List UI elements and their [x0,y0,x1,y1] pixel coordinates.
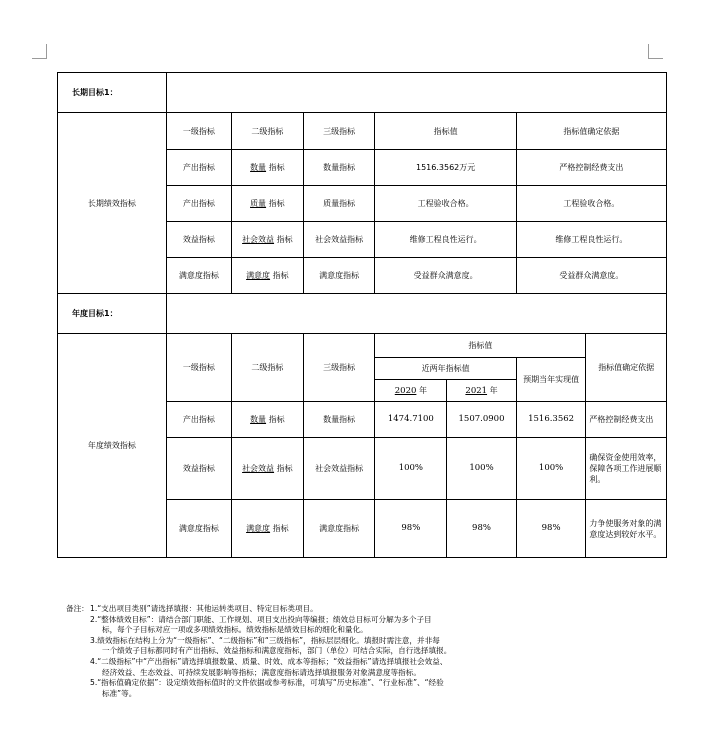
annual-header-past: 近两年指标值 [375,358,516,380]
note-line: 经济效益、生态效益、可持续发展影响等指标；满意度指标请选择填报服务对象满意度等指标。 [102,667,421,677]
row-value-2021: 98% [447,500,517,558]
row-l1: 产出指标 [166,186,231,222]
annual-section-label: 年度绩效指标 [58,334,167,558]
row-l2: 满意度 指标 [231,258,303,294]
row-value: 工程验收合格。 [375,186,516,222]
annual-header-l2: 二级指标 [231,334,303,402]
row-basis: 确保资金使用效率，保障各项工作进展顺利。 [586,438,667,500]
row-l3: 满意度指标 [303,500,375,558]
row-value: 维修工程良性运行。 [375,222,516,258]
notes-label: 备注： [66,604,89,613]
row-value-expected: 1516.3562 [516,402,586,438]
row-value-expected: 100% [516,438,586,500]
notes-section [66,604,666,699]
row-basis: 受益群众满意度。 [516,258,666,294]
row-l1: 满意度指标 [166,500,231,558]
row-l1: 产出指标 [166,150,231,186]
annual-header-basis: 指标值确定依据 [586,334,667,402]
annual-header-expected: 预期当年实现值 [516,358,586,402]
row-l3: 社会效益指标 [303,222,375,258]
row-l3: 社会效益指标 [303,438,375,500]
row-l2: 社会效益 指标 [231,438,303,500]
annual-header-year-2021: 2021 年 [447,380,517,402]
row-value-2020: 98% [375,500,447,558]
longterm-header-l1: 一级指标 [166,113,231,150]
row-value-2021: 100% [447,438,517,500]
note-line: 5.“指标值确定依据”：设定绩效指标值时的文件依据或参考标准，可填写“历史标准”、“行业标准”、“经验 [90,678,444,688]
row-value-expected: 98% [516,500,586,558]
row-basis: 维修工程良性运行。 [516,222,666,258]
row-value-2020: 100% [375,438,447,500]
longterm-header-basis: 指标值确定依据 [516,113,666,150]
row-l2: 数量 指标 [231,150,303,186]
row-basis: 严格控制经费支出 [516,150,666,186]
longterm-header-l3: 三级指标 [303,113,375,150]
page-corner-mark-right [648,44,663,59]
row-l3: 数量指标 [303,150,375,186]
row-l1: 产出指标 [166,402,231,438]
row-l1: 效益指标 [166,438,231,500]
row-value-2021: 1507.0900 [447,402,517,438]
longterm-section-label: 长期绩效指标 [58,113,167,294]
annual-header-l1: 一级指标 [166,334,231,402]
row-l3: 数量指标 [303,402,375,438]
note-line: 1.“支出项目类别”请选择填报：其他运转类项目、特定目标类项目。 [90,604,318,613]
note-line: 3.绩效指标在结构上分为“一级指标”、“二级指标”和“三级指标”，指标层层细化。填报时需注意，并非每 [90,635,440,645]
longterm-target-label: 长期目标1： [58,73,167,113]
annual-header-value: 指标值 [375,334,586,358]
longterm-target-content [166,73,666,113]
note-line: 标，每个子目标对应一项或多项绩效指标。绩效指标是绩效目标的细化和量化。 [102,625,368,635]
annual-header-year-2020: 2020 年 [375,380,447,402]
row-l1: 效益指标 [166,222,231,258]
longterm-header-value: 指标值 [375,113,516,150]
note-line: 一个绩效子目标都同时有产出指标、效益指标和满意度指标，部门（单位）可结合实际，自行选择填报。 [102,646,452,656]
row-l2: 社会效益 指标 [231,222,303,258]
longterm-header-l2: 二级指标 [231,113,303,150]
annual-header-l3: 三级指标 [303,334,375,402]
row-l3: 质量指标 [303,186,375,222]
performance-target-table [57,72,667,558]
annual-target-content [166,294,666,334]
note-line: 2.“整体绩效目标”：请结合部门职能、工作规划、项目支出投向等编报；绩效总目标可分解为多个子目 [90,614,432,624]
note-line: 标准”等。 [102,688,137,698]
row-basis: 严格控制经费支出 [586,402,667,438]
row-l2: 数量 指标 [231,402,303,438]
row-l2: 满意度 指标 [231,500,303,558]
row-value: 受益群众满意度。 [375,258,516,294]
row-l3: 满意度指标 [303,258,375,294]
page-corner-mark-left [32,44,47,59]
row-value-2020: 1474.7100 [375,402,447,438]
row-basis: 力争使服务对象的满意度达到较好水平。 [586,500,667,558]
annual-target-label: 年度目标1： [58,294,167,334]
note-line: 4.“二级指标”中“产出指标”请选择填报数量、质量、时效、成本等指标；“效益指标”请选择填报社会效益、 [90,656,448,666]
row-basis: 工程验收合格。 [516,186,666,222]
row-value: 1516.3562万元 [375,150,516,186]
row-l2: 质量 指标 [231,186,303,222]
row-l1: 满意度指标 [166,258,231,294]
